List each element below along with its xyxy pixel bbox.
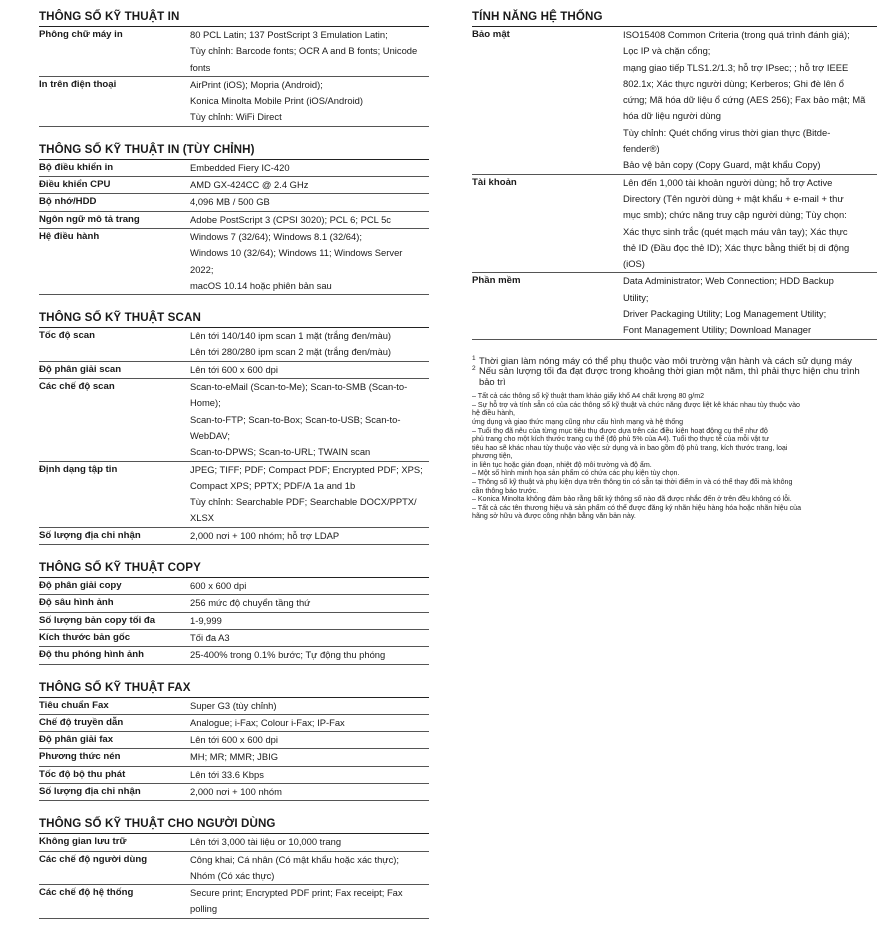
spec-value-line: Bảo vệ bản copy (Copy Guard, mật khẩu Copy): [623, 159, 821, 171]
spec-label: Số lượng địa chỉ nhận: [39, 529, 141, 541]
note-line: – Tất cả các thông số kỹ thuật tham khảo giấy khổ A4 chất lượng 80 g/m2: [472, 392, 705, 401]
spec-row: [39, 194, 429, 211]
note-line: – Tuổi thọ đã nêu của từng mục tiêu thụ được dựa trên các điều kiện hoạt động cụ thể như độ: [472, 426, 768, 435]
spec-value-line: Lên tới 600 x 600 dpi: [190, 363, 278, 375]
spec-section: [39, 311, 429, 545]
spec-value-line: Data Administrator; Web Connection; HDD Backup: [623, 275, 834, 287]
spec-values: [623, 27, 877, 174]
spec-label: Điều khiển CPU: [39, 179, 111, 191]
spec-label: Hệ điều hành: [39, 230, 100, 242]
spec-label: Ngôn ngữ mô tả trang: [39, 213, 140, 225]
spec-label: Các chế độ người dùng: [39, 853, 148, 865]
spec-row: [39, 27, 429, 77]
spec-value-line: 2,000 nơi + 100 nhóm: [190, 785, 282, 797]
left-column: [39, 10, 429, 935]
spec-value-line: Lên tới 280/280 ipm scan 2 mặt (trắng đen/màu): [190, 346, 392, 358]
section-title: THÔNG SỐ KỸ THUẬT CHO NGƯỜI DÙNG: [39, 817, 429, 834]
spec-values: [190, 160, 429, 176]
spec-value-line: 802.1x; Xác thực người dùng; Kerberos; Ghi đè lên ổ: [623, 77, 844, 89]
spec-row: [472, 27, 877, 175]
spec-values: [190, 229, 429, 294]
spec-label: Phần mềm: [472, 275, 521, 287]
spec-section: [39, 817, 429, 918]
spec-value-line: Windows 7 (32/64); Windows 8.1 (32/64);: [190, 230, 362, 242]
footnote-text: Nếu sản lượng tối đa đạt được trong khoảng thời gian một năm, thì phải thực hiện chu trình bảo trì: [479, 365, 860, 387]
spec-row: [39, 462, 429, 528]
section-title: THÔNG SỐ KỸ THUẬT IN: [39, 10, 429, 27]
spec-row: [39, 715, 429, 732]
spec-values: [190, 852, 429, 885]
spec-section: [39, 681, 429, 802]
spec-values: [190, 647, 429, 663]
spec-row: [39, 578, 429, 595]
spec-label: Bộ điều khiển in: [39, 161, 114, 173]
spec-values: [623, 273, 877, 338]
note-line: – Tất cả các tên thương hiệu và sản phẩm có thể được đăng ký nhãn hiệu hàng hóa hoặc nhãn hiệu của: [472, 503, 802, 512]
footnotes: [472, 356, 877, 388]
note-line: in liên tục hoặc gián đoạn, nhiệt độ môi trường và độ ẩm.: [472, 460, 652, 469]
spec-row: [39, 528, 429, 545]
spec-label: Phương thức nén: [39, 751, 121, 763]
note-line: hệ điều hành,: [472, 409, 515, 418]
footnote-mark: 1: [472, 354, 476, 362]
spec-value-line: Scan-to-eMail (Scan-to-Me); Scan-to-SMB (Scan-to-: [190, 381, 408, 393]
spec-row: [39, 229, 429, 295]
spec-values: [190, 212, 429, 228]
section-title: THÔNG SỐ KỸ THUẬT FAX: [39, 681, 429, 698]
spec-values: [190, 834, 429, 850]
spec-value-line: ISO15408 Common Criteria (trong quá trình đánh giá);: [623, 29, 850, 40]
note-line: ứng dụng và giao thức mạng cũng như cấu hình mạng và hệ thống: [472, 417, 684, 426]
spec-values: [190, 715, 429, 731]
spec-label: Tài khoản: [472, 176, 517, 188]
note-line: cần thông báo trước.: [472, 486, 539, 495]
spec-value-line: MH; MR; MMR; JBIG: [190, 751, 279, 763]
spec-label: Kích thước bản gốc: [39, 631, 131, 643]
spec-values: [190, 630, 429, 646]
footnote-mark: 2: [472, 365, 476, 373]
spec-value-line: mục smb); chức năng truy cập người dùng; Tùy chọn:: [623, 209, 847, 221]
spec-value-line: Secure print; Encrypted PDF print; Fax receipt; Fax: [190, 887, 403, 899]
spec-values: [190, 328, 429, 361]
spec-values: [190, 194, 429, 210]
spec-row: [39, 732, 429, 749]
spec-value-line: Tối đa A3: [190, 631, 230, 643]
spec-label: Số lượng địa chỉ nhận: [39, 785, 141, 797]
spec-row: [39, 613, 429, 630]
spec-label: Độ thu phóng hình ảnh: [39, 649, 144, 661]
spec-value-line: Utility;: [623, 291, 649, 303]
spec-value-line: Lên tới 33.6 Kbps: [190, 768, 264, 780]
spec-value-line: mạng giao tiếp TLS1.2/1.3; hỗ trợ IPsec; ; hỗ trợ IEEE: [623, 61, 849, 73]
spec-value-line: AMD GX-424CC @ 2.4 GHz: [190, 179, 309, 191]
section-title: THÔNG SỐ KỸ THUẬT IN (TÙY CHỈNH): [39, 143, 429, 160]
spec-value-line: 25-400% trong 0.1% bước; Tự động thu phóng: [190, 649, 386, 661]
spec-row: [472, 175, 877, 274]
footnote-2: [472, 366, 877, 387]
spec-label: Chế độ truyền dẫn: [39, 716, 124, 728]
spec-value-line: AirPrint (iOS); Mopria (Android);: [190, 78, 323, 90]
spec-row: [39, 784, 429, 801]
spec-value-line: Tùy chỉnh: Barcode fonts; OCR A and B fonts; Unicode: [190, 45, 418, 57]
spec-label: Độ sâu hình ảnh: [39, 597, 114, 609]
spec-label: Độ phân giải scan: [39, 363, 122, 375]
spec-value-line: Xác thực sinh trắc (quét mạch máu vân tay); Xác thực: [623, 225, 848, 237]
spec-label: Định dạng tập tin: [39, 463, 118, 475]
spec-values: [190, 462, 429, 527]
spec-row: [39, 160, 429, 177]
spec-label: Các chế độ hệ thống: [39, 887, 134, 899]
spec-label: Tốc độ bộ thu phát: [39, 768, 126, 780]
spec-values: [190, 749, 429, 765]
note-line: – Một số hình minh họa sản phẩm có chứa các phụ kiện tùy chọn.: [472, 469, 680, 478]
spec-label: Bảo mật: [472, 29, 510, 40]
spec-values: [190, 77, 429, 126]
spec-row: [39, 362, 429, 379]
spec-value-line: Super G3 (tùy chỉnh): [190, 699, 277, 711]
spec-value-line: polling: [190, 903, 218, 915]
right-sections: [472, 10, 877, 340]
spec-value-line: Konica Minolta Mobile Print (iOS/Android): [190, 95, 363, 107]
spec-value-line: Embedded Fiery IC-420: [190, 161, 290, 173]
spec-values: [190, 698, 429, 714]
spec-section: [39, 10, 429, 127]
spec-value-line: 256 mức độ chuyển tầng thứ: [190, 597, 311, 609]
spec-value-line: Lên đến 1,000 tài khoản người dùng; hỗ trợ Active: [623, 176, 833, 188]
section-title: THÔNG SỐ KỸ THUẬT COPY: [39, 561, 429, 578]
spec-label: Bộ nhớ/HDD: [39, 196, 97, 208]
spec-value-line: Font Management Utility; Download Manager: [623, 324, 812, 336]
spec-row: [39, 595, 429, 612]
spec-row: [472, 273, 877, 339]
spec-value-line: Lên tới 140/140 ipm scan 1 mặt (trắng đen/màu): [190, 330, 392, 342]
spec-value-line: 2022;: [190, 263, 214, 275]
spec-value-line: Directory (Tên người dùng + mật khẩu + e-mail + thư: [623, 192, 844, 204]
note-line: – Thông số kỹ thuật và phụ kiện dựa trên thông tin có sẵn tại thời điểm in và có thể thay đổi mà không: [472, 478, 793, 487]
spec-value-line: Adobe PostScript 3 (CPSI 3020); PCL 6; PCL 5c: [190, 213, 391, 225]
spec-value-line: Tùy chỉnh: Searchable PDF; Searchable DOCX/PPTX/: [190, 496, 417, 508]
spec-values: [190, 784, 429, 800]
spec-value-line: Scan-to-DPWS; Scan-to-URL; TWAIN scan: [190, 446, 371, 458]
spec-value-line: cứng; Mã hóa dữ liệu ổ cứng (AES 256); Fax bảo mật; Mã: [623, 94, 866, 106]
spec-label: Độ phân giải fax: [39, 734, 114, 746]
spec-row: [39, 379, 429, 461]
spec-row: [39, 647, 429, 664]
spec-values: [190, 177, 429, 193]
spec-value-line: 80 PCL Latin; 137 PostScript 3 Emulation Latin;: [190, 29, 388, 40]
spec-value-line: Nhóm (Có xác thực): [190, 869, 275, 881]
spec-section: [472, 10, 877, 340]
spec-value-line: Home);: [190, 397, 221, 409]
spec-values: [190, 885, 429, 918]
spec-value-line: (iOS): [623, 258, 645, 270]
spec-label: Tốc độ scan: [39, 330, 95, 342]
spec-row: [39, 767, 429, 784]
spec-values: [190, 27, 429, 76]
right-column: [472, 10, 877, 521]
note-line: – Konica Minolta không đảm bảo rằng bất kỳ thông số nào đã được nhắc đến ở trên đều không có lỗi.: [472, 495, 792, 504]
spec-label: In trên điện thoại: [39, 78, 117, 90]
footnote-text: Thời gian làm nóng máy có thể phụ thuộc vào môi trường vận hành và cách sử dụng máy: [479, 354, 852, 366]
spec-label: Không gian lưu trữ: [39, 836, 127, 848]
spec-value-line: 2,000 nơi + 100 nhóm; hỗ trợ LDAP: [190, 529, 340, 541]
spec-value-line: Tùy chỉnh: Quét chống virus thời gian thực (Bitde-: [623, 126, 831, 138]
spec-row: [39, 834, 429, 851]
spec-value-line: fender®): [623, 143, 660, 155]
spec-values: [190, 528, 429, 544]
section-title: THÔNG SỐ KỸ THUẬT SCAN: [39, 311, 429, 328]
spec-row: [39, 749, 429, 766]
note-line: hãng sở hữu và được công nhận bằng văn bản này.: [472, 512, 636, 521]
spec-section: [39, 561, 429, 664]
spec-values: [190, 767, 429, 783]
spec-value-line: JPEG; TIFF; PDF; Compact PDF; Encrypted PDF; XPS;: [190, 463, 423, 475]
spec-row: [39, 698, 429, 715]
spec-values: [190, 732, 429, 748]
spec-value-line: XLSX: [190, 512, 214, 524]
spec-values: [190, 578, 429, 594]
spec-value-line: fonts: [190, 61, 211, 73]
spec-row: [39, 630, 429, 647]
spec-value-line: Windows 10 (32/64); Windows 11; Windows Server: [190, 247, 403, 259]
spec-label: Độ phân giải copy: [39, 580, 122, 592]
spec-section: [39, 143, 429, 295]
spec-value-line: 4,096 MB / 500 GB: [190, 196, 270, 208]
spec-value-line: Lên tới 600 x 600 dpi: [190, 734, 278, 746]
spec-value-line: Analogue; i-Fax; Colour i-Fax; IP-Fax: [190, 716, 345, 728]
spec-value-line: 600 x 600 dpi: [190, 580, 247, 592]
spec-value-line: hóa dữ liệu người dùng: [623, 110, 721, 122]
spec-row: [39, 77, 429, 127]
spec-row: [39, 885, 429, 919]
spec-value-line: Compact XPS; PPTX; PDF/A 1a and 1b: [190, 479, 356, 491]
spec-value-line: Lọc IP và chặn cổng;: [623, 45, 711, 57]
spec-value-line: Lên tới 3,000 tài liệu or 10,000 trang: [190, 836, 342, 848]
spec-row: [39, 177, 429, 194]
spec-label: Phông chữ máy in: [39, 29, 123, 40]
small-notes: [472, 392, 877, 521]
section-title: TÍNH NĂNG HỆ THỐNG: [472, 10, 877, 27]
note-line: phủ trang cho một kích thước trang cụ thể (độ phủ 5% của A4). Tuổi thọ thực tế của mỗi vật tư: [472, 435, 769, 444]
spec-values: [623, 175, 877, 273]
note-line: phương tiện,: [472, 452, 513, 461]
spec-label: Các chế độ scan: [39, 381, 115, 393]
spec-row: [39, 328, 429, 362]
spec-row: [39, 212, 429, 229]
spec-value-line: Scan-to-FTP; Scan-to-Box; Scan-to-USB; Scan-to-: [190, 413, 401, 425]
spec-value-line: 1-9,999: [190, 614, 222, 626]
spec-label: Số lượng bản copy tối đa: [39, 614, 156, 626]
spec-value-line: Driver Packaging Utility; Log Management Utility;: [623, 308, 827, 320]
note-line: – Sự hỗ trợ và tính sẵn có của các thông số kỹ thuật và chức năng được liệt kê khác nhau tùy thuộc vào: [472, 400, 800, 409]
note-line: tiêu hao sẽ khác nhau tùy thuộc vào việc sử dụng và in bao gồm độ phủ trang, kích thước trang, loại: [472, 443, 788, 452]
spec-value-line: Công khai; Cá nhân (Có mật khẩu hoặc xác thực);: [190, 853, 399, 865]
spec-values: [190, 595, 429, 611]
spec-values: [190, 613, 429, 629]
spec-values: [190, 379, 429, 460]
spec-value-line: WebDAV;: [190, 429, 230, 441]
spec-value-line: thẻ ID (Đầu đọc thẻ ID); Xác thực bằng thiết bị di động: [623, 241, 850, 253]
spec-values: [190, 362, 429, 378]
spec-value-line: macOS 10.14 hoặc phiên bản sau: [190, 279, 332, 291]
spec-row: [39, 852, 429, 886]
spec-value-line: Tùy chỉnh: WiFi Direct: [190, 111, 282, 123]
spec-label: Tiêu chuẩn Fax: [39, 699, 109, 711]
